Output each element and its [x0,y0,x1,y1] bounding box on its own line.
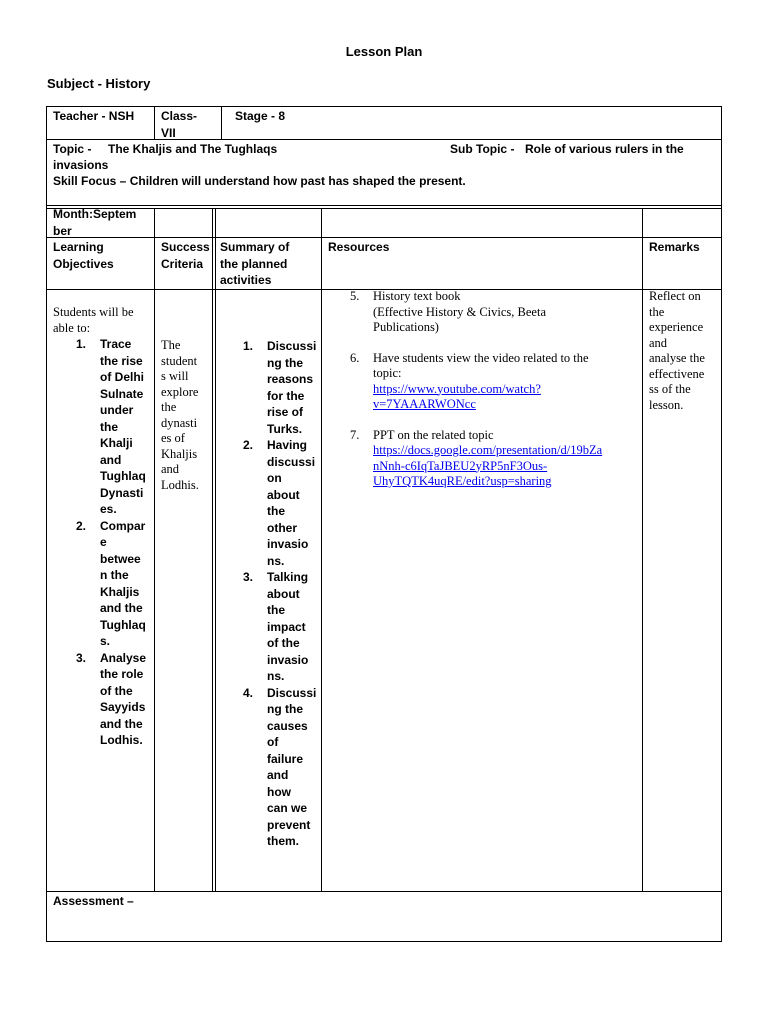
col-divider [154,208,155,891]
assessment-label: Assessment – [53,894,134,908]
text-line: ns. [267,669,285,683]
text-line: Trace [100,337,132,351]
header-line: activities [220,273,272,287]
list-item [350,289,640,336]
text-line: and the [100,601,143,615]
header-line: Learning [53,240,104,254]
text-line: ng the [267,355,303,370]
table-border-top [46,106,722,107]
header-line: Summary of [220,240,290,254]
text-line: Compar [100,518,146,533]
text-line: rise of [267,405,304,419]
list-number: 3. [76,650,87,665]
text-line: the rise [100,353,143,368]
text-line: Khalji [100,436,133,450]
header-remarks: Remarks [649,240,700,254]
col-divider [221,106,222,139]
text-line: Talking [267,570,309,584]
text-line: the role [100,667,144,681]
text-line: Have students view the video related to the [373,350,589,365]
text-line: of [267,735,279,749]
subtopic-value: Role of various rulers in the [525,142,684,156]
text-line: able to: [53,320,91,335]
text-line: and [100,452,122,467]
month-cell [53,206,136,239]
text-line: s will [161,369,189,383]
list-number: 2. [76,518,87,533]
row-divider [46,891,722,892]
text-line: Publications) [373,320,439,334]
col-divider [321,208,322,891]
text-line: Reflect on [649,289,701,303]
presentation-link[interactable]: nNnh-c6IqTaJBEU2yRP5nF3Ous- [373,458,548,473]
text-line: Students will be [53,305,134,319]
text-line: PPT on the related topic [373,427,494,442]
text-line: the [267,504,285,518]
text-line: es of [161,431,185,445]
text-line: Sulnate [100,386,144,401]
text-line: topic: [373,366,402,380]
month-line: ber [53,223,72,238]
list-number: 6. [350,350,360,365]
text-line: failure [267,751,304,766]
text-line: Having [267,438,308,452]
text-line: of the [100,683,133,698]
text-line: student [161,353,198,368]
header-summary-activities [220,239,289,289]
text-line: and [267,768,289,782]
text-line: and [161,462,180,476]
text-line: discussi [267,454,316,469]
text-line: Lodhis. [100,733,143,747]
text-line: the [267,603,285,617]
month-line: Month:Septem [53,207,137,221]
class-value: VII [161,125,176,140]
text-line: Analyse [100,650,147,665]
header-learning-objectives [53,239,114,272]
text-line: impact [267,619,306,634]
list-item [243,685,319,850]
text-line: ng the [267,702,303,716]
text-line: lesson. [649,397,684,412]
text-line: Sayyids [100,700,146,714]
text-line: Khaljis [161,446,198,461]
list-item [350,351,640,413]
stage-cell: Stage - 8 [235,109,286,123]
text-line: History text book [373,289,461,303]
youtube-link[interactable]: https://www.youtube.com/watch? [373,381,541,396]
text-line: explore [161,384,199,399]
row-divider [46,205,722,206]
text-line: Tughlaq [100,469,146,483]
list-number: 2. [243,438,254,452]
subtopic-continuation: invasions [53,158,109,172]
text-line: of Delhi [100,370,144,384]
subject-label: Subject - History [47,76,151,91]
col-divider [212,208,213,891]
table-border-right [721,106,722,942]
header-resources: Resources [328,240,390,254]
list-item [76,518,152,650]
text-line: e [100,535,107,549]
col-divider [215,208,216,891]
activities-list [243,338,319,850]
text-line: Turks. [267,421,303,436]
text-line: causes [267,718,308,733]
text-line: other [267,520,297,535]
text-line: Lodhis. [161,477,199,492]
text-line: them. [267,834,300,848]
header-line: Criteria [161,256,204,271]
text-line: invasio [267,537,309,551]
text-line: experience [649,320,704,334]
text-line: how [267,784,291,799]
text-line: under [100,403,134,417]
list-number: 3. [243,570,254,584]
topic-label: Topic - [53,142,92,156]
text-line: about [267,586,300,601]
text-line: n the [100,568,129,582]
header-success-criteria [161,239,210,272]
text-line: Dynasti [100,485,144,500]
text-line: the [100,419,118,434]
list-number: 4. [243,685,254,700]
presentation-link[interactable]: UhyTQTK4uqRE/edit?usp=sharing [373,474,552,488]
text-line: es. [100,502,117,516]
text-line: effectivene [649,366,705,381]
skill-focus: Skill Focus – Children will understand how past has shaped the present. [53,174,466,188]
text-line: of the [267,636,300,650]
text-line: analyse the [649,351,705,365]
text-line: betwee [100,551,141,566]
text-line: dynasti [161,415,198,430]
text-line: can we [267,801,308,815]
text-line: on [267,471,282,485]
row-divider [46,237,722,238]
resources-list [350,289,640,490]
list-item [350,428,640,490]
text-line: and [649,335,668,350]
class-cell [161,108,197,141]
text-line: prevent [267,817,311,832]
youtube-link[interactable]: v=7YAAARWONcc [373,397,476,411]
text-line: s. [100,634,111,648]
list-item [243,569,319,685]
header-line: Objectives [53,256,114,271]
list-number: 1. [76,337,87,351]
subtopic-label: Sub Topic - [450,142,515,156]
row-divider [46,139,722,140]
list-item [243,338,319,437]
text-line: about [267,487,300,502]
col-divider [642,208,643,891]
text-line: The [161,338,181,352]
list-number: 1. [243,339,254,353]
list-item [243,437,319,569]
list-number: 5. [350,289,360,303]
text-line: reasons [267,372,314,386]
remarks-text [649,289,705,413]
header-line: the planned [220,256,288,271]
text-line: ss of the [649,382,691,396]
success-criteria-text [161,338,199,493]
text-line: the [161,400,177,414]
list-item [76,650,152,749]
class-label: Class- [161,109,198,123]
text-line: Discussi [267,339,317,353]
text-line: and the [100,716,143,731]
text-line: Tughlaq [100,617,146,632]
text-line: invasio [267,652,309,667]
objectives-intro [53,305,134,336]
presentation-link[interactable]: https://docs.google.com/presentation/d/19bZa [373,443,603,457]
list-item [76,336,152,518]
text-line: Discussi [267,685,317,700]
text-line: for the [267,388,305,403]
row-divider [46,208,722,209]
text-line: (Effective History & Civics, Beeta [373,304,546,319]
table-border-left [46,106,47,942]
teacher-cell: Teacher - NSH [53,109,135,123]
objectives-list [76,336,152,749]
document-title: Lesson Plan [345,44,423,59]
col-divider [154,106,155,139]
list-number: 7. [350,427,360,442]
table-border-bottom [46,941,722,942]
text-line: Khaljis [100,584,140,599]
topic-value: The Khaljis and The Tughlaqs [108,142,278,156]
text-line: ns. [267,553,285,568]
header-line: Success [161,240,210,254]
text-line: the [649,304,665,319]
